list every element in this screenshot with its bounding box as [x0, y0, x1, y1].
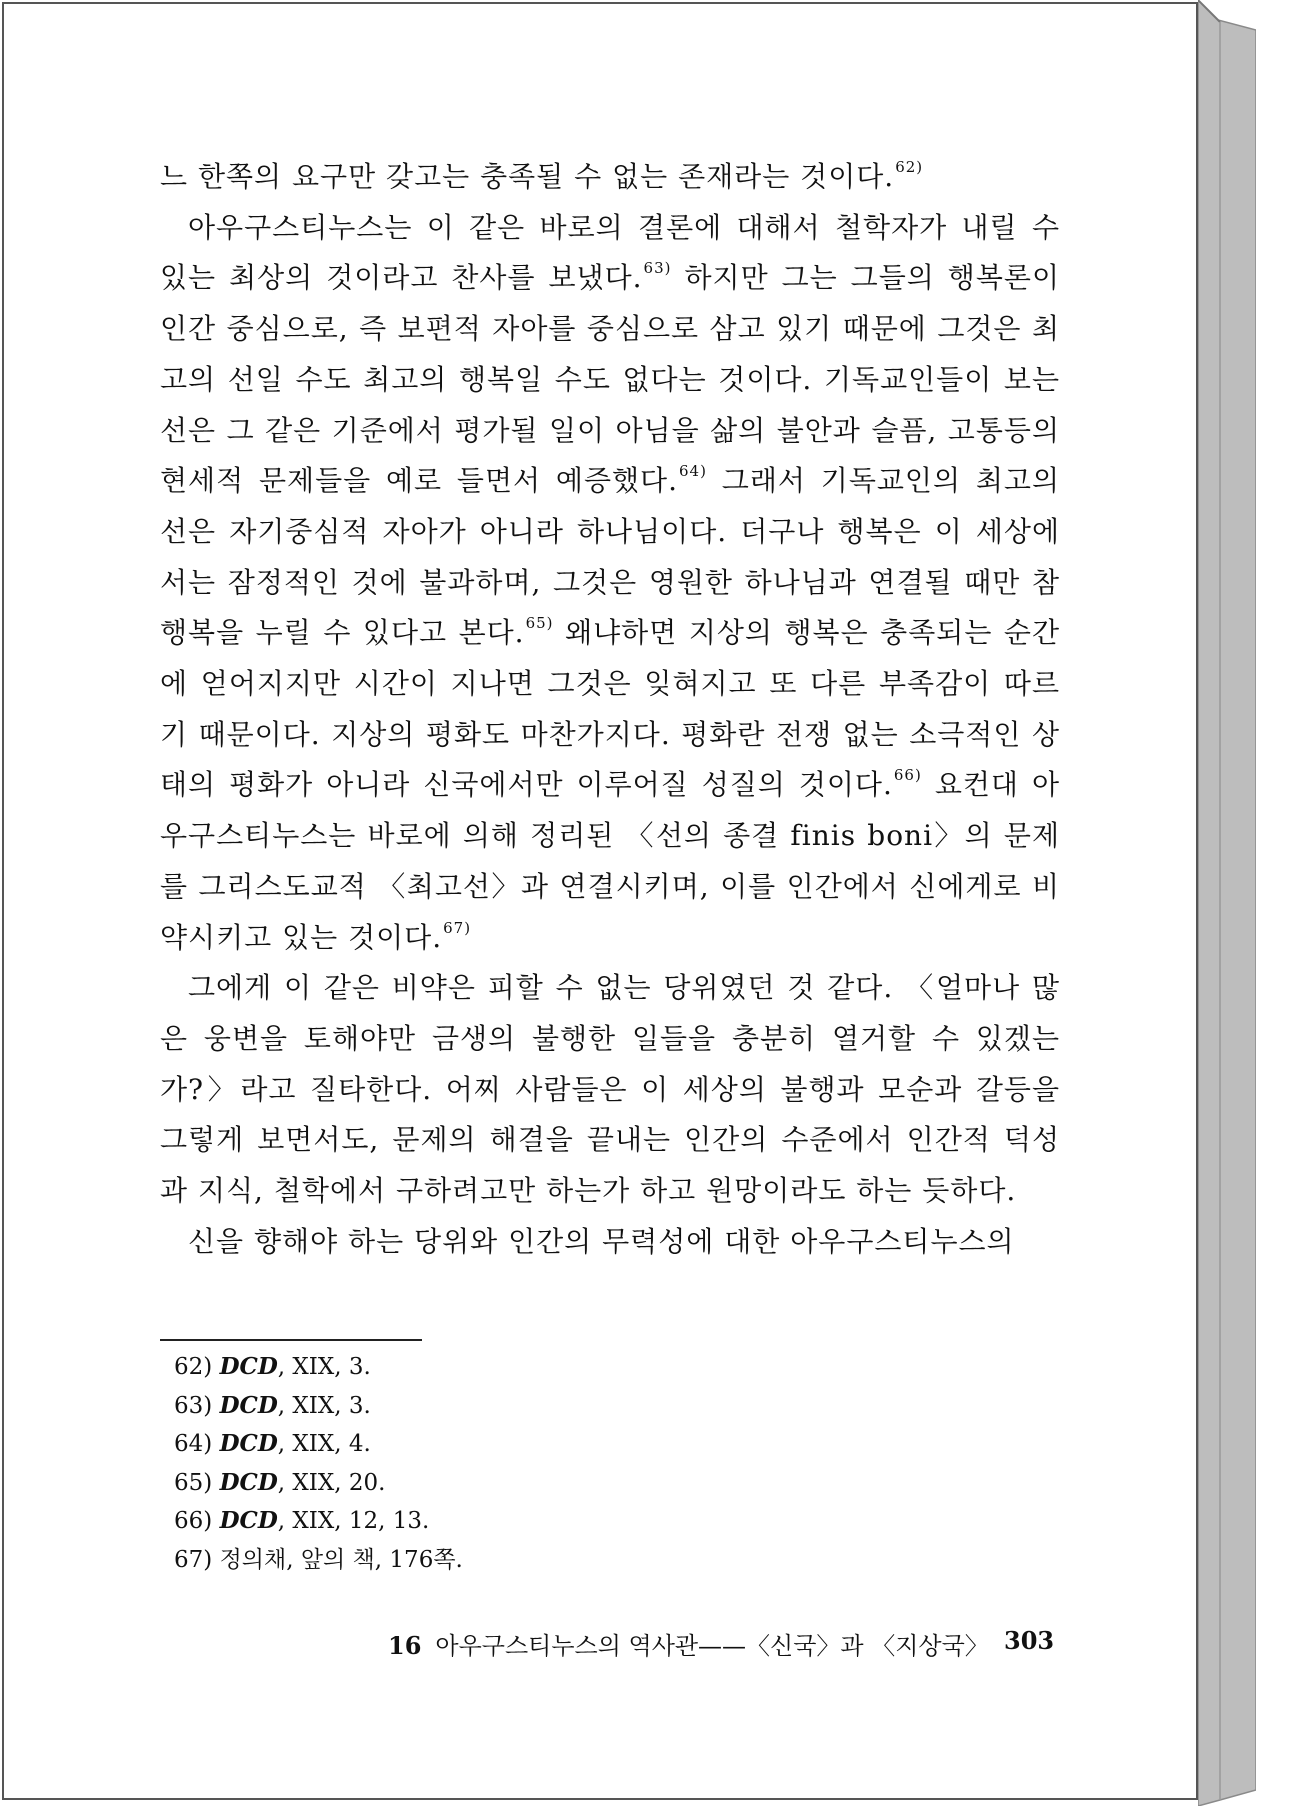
footnote-source: DCD	[219, 1468, 278, 1496]
footnote-reference: , XIX, 12, 13.	[277, 1508, 430, 1535]
body-text	[160, 152, 1060, 1267]
footnote-reference: , XIX, 20.	[277, 1469, 386, 1496]
footnote-65	[174, 1464, 874, 1503]
footnote-marker-66: 66)	[893, 766, 922, 785]
running-footer	[388, 1626, 1055, 1661]
footnote-66	[174, 1502, 874, 1541]
footnote-number: 63)	[174, 1392, 213, 1419]
paragraph-2-text: 그래서 기독교인의 최고의 선은 자기중심적 자아가 아니라 하나님이다. 더구나 행복은 이 세상에서는 잠정적인 것에 불과하며, 그것은 영원한 하나님과 연결될 때만 참 행복을 누릴 수 있다고 본다.	[160, 464, 1060, 650]
footnote-62	[174, 1348, 874, 1387]
paragraph-1	[160, 152, 1060, 203]
footnote-number: 67)	[174, 1546, 213, 1573]
footnotes	[174, 1348, 874, 1580]
book-page	[2, 2, 1198, 1800]
chapter-title: 아우구스티누스의 역사관——〈신국〉과 〈지상국〉	[435, 1632, 989, 1660]
footnote-reference: 정의채, 앞의 책, 176쪽.	[219, 1546, 463, 1573]
page-number: 303	[1004, 1626, 1055, 1655]
chapter-number: 16	[388, 1631, 422, 1660]
paragraph-4: 신을 향해야 하는 당위와 인간의 무력성에 대한 아우구스티누스의	[188, 1224, 1015, 1258]
footnote-reference: , XIX, 4.	[277, 1431, 371, 1458]
footnote-number: 65)	[174, 1469, 213, 1496]
footnote-source: DCD	[219, 1391, 278, 1419]
paragraph-2-text: 왜냐하면 지상의 행복은 충족되는 순간에 얻어지지만 시간이 지나면 그것은 잊혀지고 또 다른 부족감이 따르기 때문이다. 지상의 평화도 마찬가지다. 평화란 전쟁 없는 소극적인 상태의 평화가 아니라 신국에서만 이루어질 성질의 것이다.	[160, 616, 1061, 802]
paragraph-2-text: 하지만 그는 그들의 행복론이 인간 중심으로, 즉 보편적 자아를 중심으로 삼고 있기 때문에 그것은 최고의 선일 수도 최고의 행복일 수도 없다는 것이다. 기독교인들이 보는 선은 그 같은 기준에서 평가될 일이 아님을 삶의 불안과 슬픔, 고통등의 현세적 문제들을 예로 들면서 예증했다.	[160, 261, 1060, 498]
footnote-63	[174, 1387, 874, 1426]
footnote-reference: , XIX, 3.	[277, 1354, 371, 1380]
paragraph-2-text: 요컨대 아우구스티누스는 바로에 의해 정리된 〈선의 종결 finis boni〉의 문제를 그리스도교적 〈최고선〉과 연결시키며, 이를 인간에서 신에게로 비약시키고 있는 것이다.	[160, 768, 1060, 954]
paragraph-1-text: 느 한쪽의 요구만 갖고는 충족될 수 없는 존재라는 것이다.	[160, 160, 895, 193]
footnote-source: DCD	[219, 1430, 278, 1458]
paragraph-3: 그에게 이 같은 비약은 피할 수 없는 당위였던 것 같다. 〈얼마나 많은 웅변을 토해야만 금생의 불행한 일들을 충분히 열거할 수 있겠는가?〉라고 질타한다. 어찌 사람들은 이 세상의 불행과 모순과 갈등을 그렇게 보면서도, 문제의 해결을 끝내는 인간의 수준에서 인간적 덕성과 지식, 철학에서 구하려고만 하는가 하고 원망이라도 하는 듯하다.	[160, 971, 1060, 1208]
footnote-number: 62)	[174, 1354, 213, 1380]
footnote-marker-63: 63)	[643, 259, 672, 278]
footnote-source: DCD	[219, 1353, 278, 1380]
footnote-64	[174, 1425, 874, 1464]
paragraph-2-text: 아우구스티누스는 이 같은 바로의 결론에 대해서 철학자가 내릴 수 있는 최상의 것이라고 찬사를 보냈다.	[160, 210, 1060, 295]
paragraph-2	[160, 203, 1060, 964]
footnote-number: 66)	[174, 1508, 213, 1535]
footnote-divider	[160, 1339, 422, 1341]
footnote-number: 64)	[174, 1431, 213, 1458]
footnote-reference: , XIX, 3.	[277, 1392, 371, 1419]
footnote-marker-62: 62)	[895, 158, 924, 176]
footnote-67	[174, 1541, 874, 1580]
footnote-marker-64: 64)	[679, 462, 707, 481]
footnote-marker-65: 65)	[525, 614, 554, 633]
footnote-source: DCD	[219, 1507, 278, 1535]
footnote-marker-67: 67)	[443, 918, 472, 937]
book-spine-edge	[1198, 0, 1256, 1806]
